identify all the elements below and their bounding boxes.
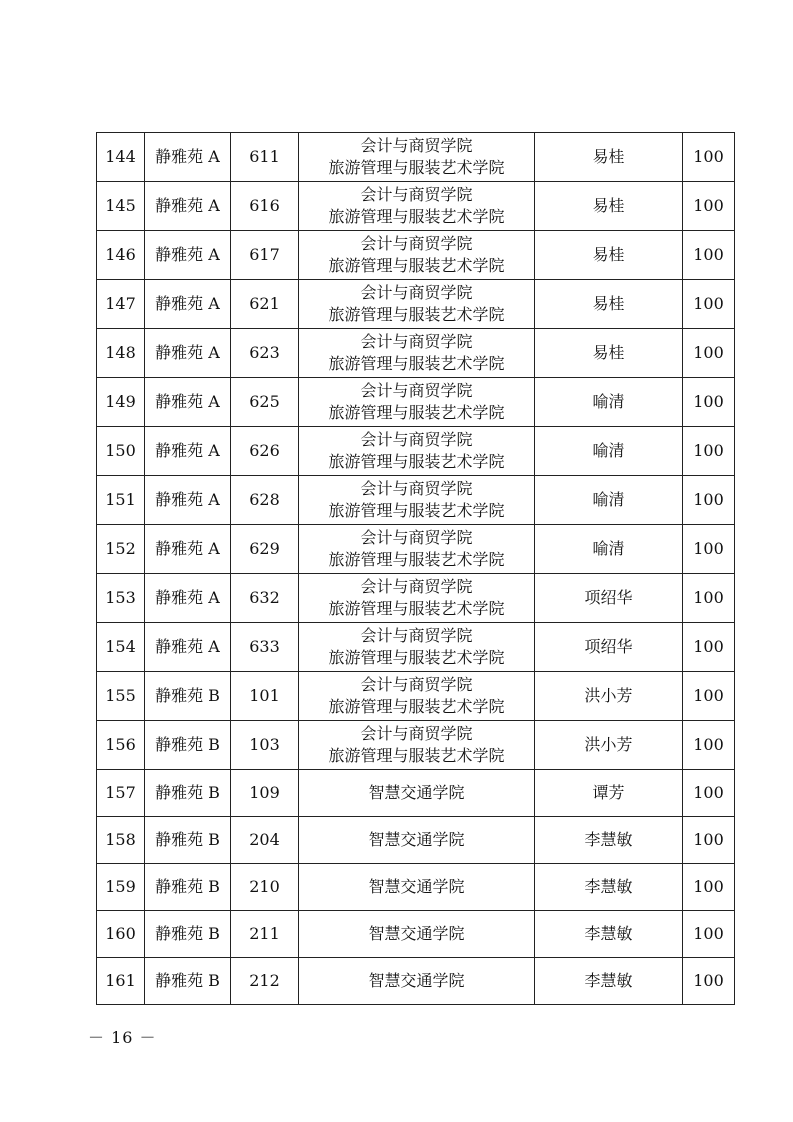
- score-cell: 100: [683, 378, 735, 427]
- table-row: [97, 427, 735, 476]
- college-cell: [299, 721, 535, 770]
- room-cell: 103: [231, 721, 299, 770]
- building-cell: 静雅苑 A: [145, 378, 231, 427]
- person-cell: 洪小芳: [535, 672, 683, 721]
- row-number-cell: 149: [97, 378, 145, 427]
- room-cell: 211: [231, 911, 299, 958]
- building-cell: 静雅苑 A: [145, 280, 231, 329]
- table-row: [97, 574, 735, 623]
- room-cell: 101: [231, 672, 299, 721]
- row-number-cell: 150: [97, 427, 145, 476]
- score-cell: 100: [683, 525, 735, 574]
- row-number-cell: 156: [97, 721, 145, 770]
- row-number-cell: 154: [97, 623, 145, 672]
- table-row: [97, 231, 735, 280]
- person-cell: 谭芳: [535, 770, 683, 817]
- score-cell: 100: [683, 864, 735, 911]
- college-name: 会计与商贸学院: [360, 234, 473, 253]
- score-cell: 100: [683, 770, 735, 817]
- room-cell: 626: [231, 427, 299, 476]
- room-cell: 210: [231, 864, 299, 911]
- college-name: 会计与商贸学院: [360, 724, 473, 743]
- college-name: 旅游管理与服装艺术学院: [328, 697, 505, 716]
- college-name: 会计与商贸学院: [360, 332, 473, 351]
- score-cell: 100: [683, 958, 735, 1005]
- room-cell: 632: [231, 574, 299, 623]
- row-number-cell: 155: [97, 672, 145, 721]
- room-cell: 633: [231, 623, 299, 672]
- table-row: [97, 817, 735, 864]
- person-cell: 项绍华: [535, 574, 683, 623]
- college-name: 旅游管理与服装艺术学院: [328, 207, 505, 226]
- college-cell: [299, 911, 535, 958]
- college-name: 智慧交通学院: [368, 924, 465, 943]
- person-cell: 喻清: [535, 427, 683, 476]
- building-cell: 静雅苑 B: [145, 864, 231, 911]
- score-cell: 100: [683, 721, 735, 770]
- building-cell: 静雅苑 B: [145, 958, 231, 1005]
- college-name: 旅游管理与服装艺术学院: [328, 648, 505, 667]
- person-cell: 喻清: [535, 476, 683, 525]
- row-number-cell: 144: [97, 133, 145, 182]
- row-number-cell: 152: [97, 525, 145, 574]
- score-cell: 100: [683, 427, 735, 476]
- college-name: 旅游管理与服装艺术学院: [328, 403, 505, 422]
- building-cell: 静雅苑 A: [145, 525, 231, 574]
- college-cell: [299, 329, 535, 378]
- college-name: 旅游管理与服装艺术学院: [328, 256, 505, 275]
- college-cell: [299, 476, 535, 525]
- score-cell: 100: [683, 817, 735, 864]
- room-cell: 204: [231, 817, 299, 864]
- table-row: [97, 329, 735, 378]
- college-name: 旅游管理与服装艺术学院: [328, 746, 505, 765]
- college-name: 智慧交通学院: [368, 830, 465, 849]
- college-name: 智慧交通学院: [368, 877, 465, 896]
- college-cell: [299, 378, 535, 427]
- person-cell: 易桂: [535, 280, 683, 329]
- row-number-cell: 157: [97, 770, 145, 817]
- college-name: 旅游管理与服装艺术学院: [328, 452, 505, 471]
- score-cell: 100: [683, 476, 735, 525]
- college-name: 会计与商贸学院: [360, 528, 473, 547]
- table-row: [97, 672, 735, 721]
- college-cell: [299, 182, 535, 231]
- row-number-cell: 161: [97, 958, 145, 1005]
- dormitory-score-table: [96, 132, 735, 1005]
- building-cell: 静雅苑 A: [145, 329, 231, 378]
- table-row: [97, 911, 735, 958]
- row-number-cell: 160: [97, 911, 145, 958]
- college-name: 旅游管理与服装艺术学院: [328, 158, 505, 177]
- college-cell: [299, 427, 535, 476]
- building-cell: 静雅苑 A: [145, 574, 231, 623]
- person-cell: 喻清: [535, 525, 683, 574]
- person-cell: 项绍华: [535, 623, 683, 672]
- person-cell: 洪小芳: [535, 721, 683, 770]
- score-cell: 100: [683, 329, 735, 378]
- college-name: 旅游管理与服装艺术学院: [328, 305, 505, 324]
- college-name: 旅游管理与服装艺术学院: [328, 599, 505, 618]
- table-body: [97, 133, 735, 1005]
- table-row: [97, 182, 735, 231]
- college-name: 会计与商贸学院: [360, 185, 473, 204]
- row-number-cell: 158: [97, 817, 145, 864]
- table-row: [97, 721, 735, 770]
- college-name: 会计与商贸学院: [360, 675, 473, 694]
- score-cell: 100: [683, 231, 735, 280]
- person-cell: 易桂: [535, 329, 683, 378]
- room-cell: 625: [231, 378, 299, 427]
- college-cell: [299, 280, 535, 329]
- table-row: [97, 770, 735, 817]
- room-cell: 621: [231, 280, 299, 329]
- college-cell: [299, 525, 535, 574]
- score-cell: 100: [683, 280, 735, 329]
- row-number-cell: 145: [97, 182, 145, 231]
- college-name: 会计与商贸学院: [360, 577, 473, 596]
- person-cell: 易桂: [535, 133, 683, 182]
- building-cell: 静雅苑 A: [145, 231, 231, 280]
- table-row: [97, 280, 735, 329]
- score-cell: 100: [683, 911, 735, 958]
- college-name: 会计与商贸学院: [360, 283, 473, 302]
- college-cell: [299, 623, 535, 672]
- table-row: [97, 864, 735, 911]
- room-cell: 212: [231, 958, 299, 1005]
- table-row: [97, 476, 735, 525]
- building-cell: 静雅苑 B: [145, 770, 231, 817]
- row-number-cell: 151: [97, 476, 145, 525]
- college-name: 旅游管理与服装艺术学院: [328, 354, 505, 373]
- score-cell: 100: [683, 672, 735, 721]
- score-cell: 100: [683, 182, 735, 231]
- room-cell: 611: [231, 133, 299, 182]
- college-cell: [299, 817, 535, 864]
- person-cell: 李慧敏: [535, 911, 683, 958]
- college-cell: [299, 231, 535, 280]
- person-cell: 李慧敏: [535, 864, 683, 911]
- row-number-cell: 147: [97, 280, 145, 329]
- college-name: 会计与商贸学院: [360, 479, 473, 498]
- building-cell: 静雅苑 A: [145, 623, 231, 672]
- table-row: [97, 378, 735, 427]
- college-name: 会计与商贸学院: [360, 626, 473, 645]
- college-cell: [299, 958, 535, 1005]
- college-cell: [299, 574, 535, 623]
- college-cell: [299, 133, 535, 182]
- room-cell: 616: [231, 182, 299, 231]
- college-cell: [299, 770, 535, 817]
- building-cell: 静雅苑 A: [145, 427, 231, 476]
- score-cell: 100: [683, 133, 735, 182]
- row-number-cell: 159: [97, 864, 145, 911]
- score-cell: 100: [683, 574, 735, 623]
- room-cell: 629: [231, 525, 299, 574]
- building-cell: 静雅苑 B: [145, 817, 231, 864]
- score-cell: 100: [683, 623, 735, 672]
- row-number-cell: 153: [97, 574, 145, 623]
- college-name: 旅游管理与服装艺术学院: [328, 501, 505, 520]
- room-cell: 109: [231, 770, 299, 817]
- row-number-cell: 148: [97, 329, 145, 378]
- room-cell: 617: [231, 231, 299, 280]
- table-row: [97, 133, 735, 182]
- building-cell: 静雅苑 A: [145, 182, 231, 231]
- building-cell: 静雅苑 B: [145, 672, 231, 721]
- row-number-cell: 146: [97, 231, 145, 280]
- person-cell: 李慧敏: [535, 817, 683, 864]
- building-cell: 静雅苑 B: [145, 911, 231, 958]
- building-cell: 静雅苑 A: [145, 476, 231, 525]
- building-cell: 静雅苑 B: [145, 721, 231, 770]
- college-name: 智慧交通学院: [368, 971, 465, 990]
- table-row: [97, 958, 735, 1005]
- person-cell: 易桂: [535, 231, 683, 280]
- college-cell: [299, 672, 535, 721]
- person-cell: 李慧敏: [535, 958, 683, 1005]
- college-name: 旅游管理与服装艺术学院: [328, 550, 505, 569]
- table-row: [97, 623, 735, 672]
- college-name: 智慧交通学院: [368, 783, 465, 802]
- college-name: 会计与商贸学院: [360, 381, 473, 400]
- room-cell: 628: [231, 476, 299, 525]
- person-cell: 喻清: [535, 378, 683, 427]
- building-cell: 静雅苑 A: [145, 133, 231, 182]
- college-name: 会计与商贸学院: [360, 136, 473, 155]
- person-cell: 易桂: [535, 182, 683, 231]
- table-row: [97, 525, 735, 574]
- room-cell: 623: [231, 329, 299, 378]
- college-cell: [299, 864, 535, 911]
- page-number: － 16 －: [88, 1028, 157, 1047]
- college-name: 会计与商贸学院: [360, 430, 473, 449]
